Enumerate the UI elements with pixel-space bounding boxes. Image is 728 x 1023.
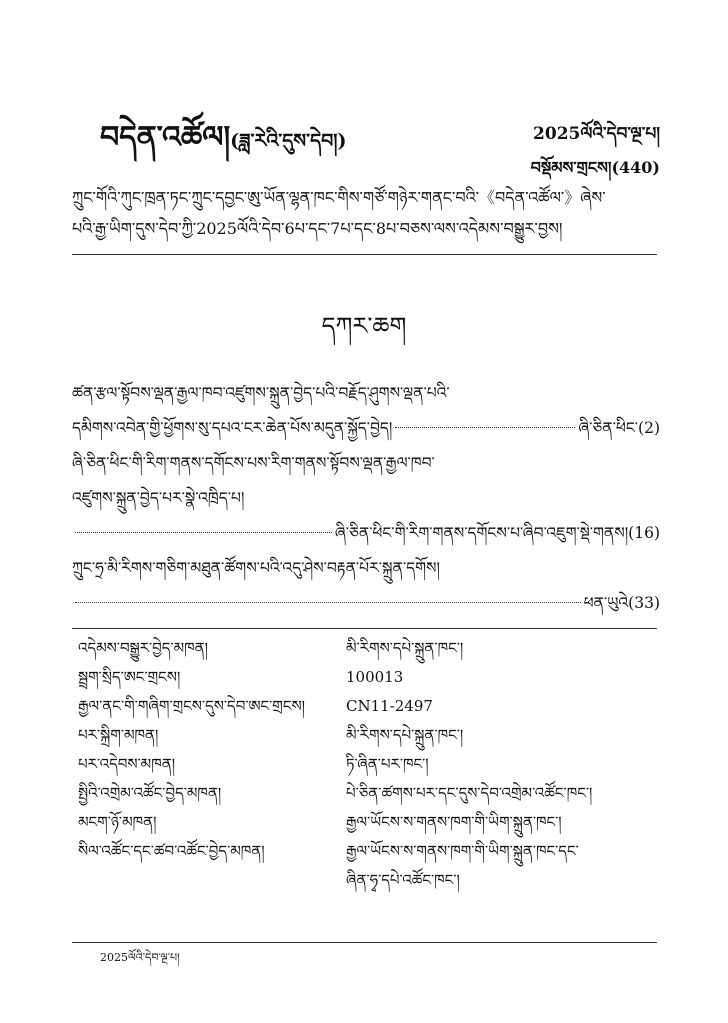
divider bbox=[72, 254, 657, 255]
page-footer: 2025ལོའི་དེབ་ལྔ་པ། bbox=[100, 951, 180, 964]
leader-dots bbox=[75, 601, 581, 603]
info-row bbox=[72, 634, 662, 663]
info-row bbox=[72, 837, 662, 866]
info-value: རྒྱལ་ཡོངས་ས་གནས་ཁག་གི་ཡིག་སྐྲུན་ཁང་། bbox=[346, 813, 562, 831]
info-label: རྒྱལ་ནང་གི་གཞིག་གྲངས་དུས་དེབ་ཨང་གྲངས། bbox=[78, 697, 305, 715]
toc-heading: དཀར་ཆག bbox=[321, 312, 407, 340]
info-label: སྤྱིའི་འགྲེམ་འཚོང་བྱེད་མཁན། bbox=[78, 784, 222, 802]
toc-page-number: (2) bbox=[638, 419, 660, 437]
info-value: པེ་ཅིན་ཚགས་པར་དང་དུས་དེབ་འགྲེམ་འཚོང་ཁང་། bbox=[346, 784, 593, 802]
info-value: ཞིན་ཧྭ་དཔེ་འཚོང་ཁང་། bbox=[346, 871, 460, 889]
toc-entry-title: དམིགས་འབེན་གྱི་ཕྱོགས་སུ་དཔའ་ངར་ཆེན་པོས་མདུན་སྐྱོད་བྱེད། bbox=[72, 419, 393, 437]
info-label: པར་འདེབས་མཁན། bbox=[78, 755, 176, 773]
magazine-name: བདེན་འཚོལ། bbox=[100, 120, 231, 155]
toc-entry-title: ཚན་རྩལ་སྟོབས་ལྡན་རྒྱལ་ཁབ་འཛུགས་སྐྲུན་བྱེད་པའི་བརྗོད་ཤུགས་ལྡན་པའི་ bbox=[72, 384, 450, 402]
info-value: རྒྱལ་ཡོངས་ས་གནས་ཁག་གི་ཡིག་སྐྲུན་ཁང་དང་ bbox=[346, 842, 579, 860]
info-row bbox=[72, 808, 662, 837]
issue-number: བསྡོམས་གྲངས།(440) bbox=[530, 158, 660, 177]
info-row bbox=[72, 721, 662, 750]
toc-entry-line bbox=[72, 516, 660, 551]
toc-author: ཞི་ཅིན་ཕིང་གི་རིག་གནས་དགོངས་པ་ཞིབ་འཇུག་སྡེ་གནས། bbox=[334, 524, 629, 542]
divider bbox=[72, 628, 657, 629]
info-label: པར་སྐྲིག་མཁན། bbox=[78, 726, 159, 744]
info-value: 100013 bbox=[346, 668, 404, 686]
info-label: སིལ་འཚོང་དང་ཚབ་འཚོང་བྱེད་མཁན། bbox=[78, 842, 265, 860]
info-row bbox=[72, 692, 662, 721]
table-of-contents bbox=[72, 376, 660, 621]
toc-entry-line bbox=[72, 411, 660, 446]
intro-line: པའི་རྒྱ་ཡིག་དུས་དེབ་ཀྱི་2025ལོའི་དེབ་6པ་དང་7པ་དང་8པ་བཅས་ལས་འདེམས་བསྒྱུར་བྱས། bbox=[72, 219, 563, 238]
magazine-title bbox=[100, 104, 347, 188]
toc-entry-title: ཀྲུང་ཧྲ་མི་རིགས་གཅིག་མཐུན་ཚོགས་པའི་འདུ་ཤེས་བརྟན་པོར་སྐྲུན་དགོས། bbox=[72, 559, 440, 577]
toc-entry-title: ཞི་ཅིན་ཕིང་གི་རིག་གནས་དགོངས་པས་རིག་གནས་སྟོབས་ལྡན་རྒྱལ་ཁབ་ bbox=[72, 454, 435, 472]
toc-page-number: (16) bbox=[628, 524, 660, 542]
info-label: འདེམས་བསྒྱུར་བྱེད་མཁན། bbox=[78, 639, 208, 657]
info-label: སྦྲག་སྲིད་ཨང་གྲངས། bbox=[78, 668, 181, 686]
publication-info bbox=[72, 634, 662, 895]
magazine-subtitle: (ཟླ་རེའི་དུས་དེབ།) bbox=[230, 130, 347, 152]
toc-entry-line bbox=[72, 586, 660, 621]
leader-dots bbox=[395, 426, 575, 428]
info-row bbox=[72, 866, 662, 895]
intro-line: ཀྲུང་གོའི་ཀུང་ཁྲན་ཏང་ཀྲུང་དབྱང་ཨུ་ཡོན་ལྷན་ཁང་གིས་གཙོ་གཉེར་གནང་བའི་《བདེན་འཚོལ་》ཞེས་ bbox=[72, 188, 606, 207]
leader-dots bbox=[75, 531, 332, 533]
info-row bbox=[72, 663, 662, 692]
info-row bbox=[72, 750, 662, 779]
issue-year: 2025ལོའི་དེབ་ལྔ་པ། bbox=[533, 124, 660, 144]
masthead bbox=[100, 104, 660, 177]
info-value: མི་རིགས་དཔེ་སྐྲུན་ཁང་། bbox=[346, 639, 464, 657]
info-row bbox=[72, 779, 662, 808]
divider bbox=[72, 942, 657, 943]
info-label: མངག་ཉོ་མཁན། bbox=[78, 813, 157, 831]
toc-author: ཕན་ཡུའེ bbox=[583, 594, 629, 612]
toc-entry-title: འཛུགས་སྐྲུན་བྱེད་པར་སྣེ་འཁྲིད་པ། bbox=[72, 489, 245, 507]
toc-author: ཞི་ཅིན་ཕིང་ bbox=[578, 419, 639, 437]
info-value: མི་རིགས་དཔེ་སྐྲུན་ཁང་། bbox=[346, 726, 464, 744]
intro-paragraph bbox=[72, 182, 662, 244]
info-value: CN11-2497 bbox=[346, 697, 433, 715]
info-value: ཏི་ཞིན་པར་ཁང་། bbox=[346, 755, 429, 773]
toc-page-number: (33) bbox=[628, 594, 660, 612]
